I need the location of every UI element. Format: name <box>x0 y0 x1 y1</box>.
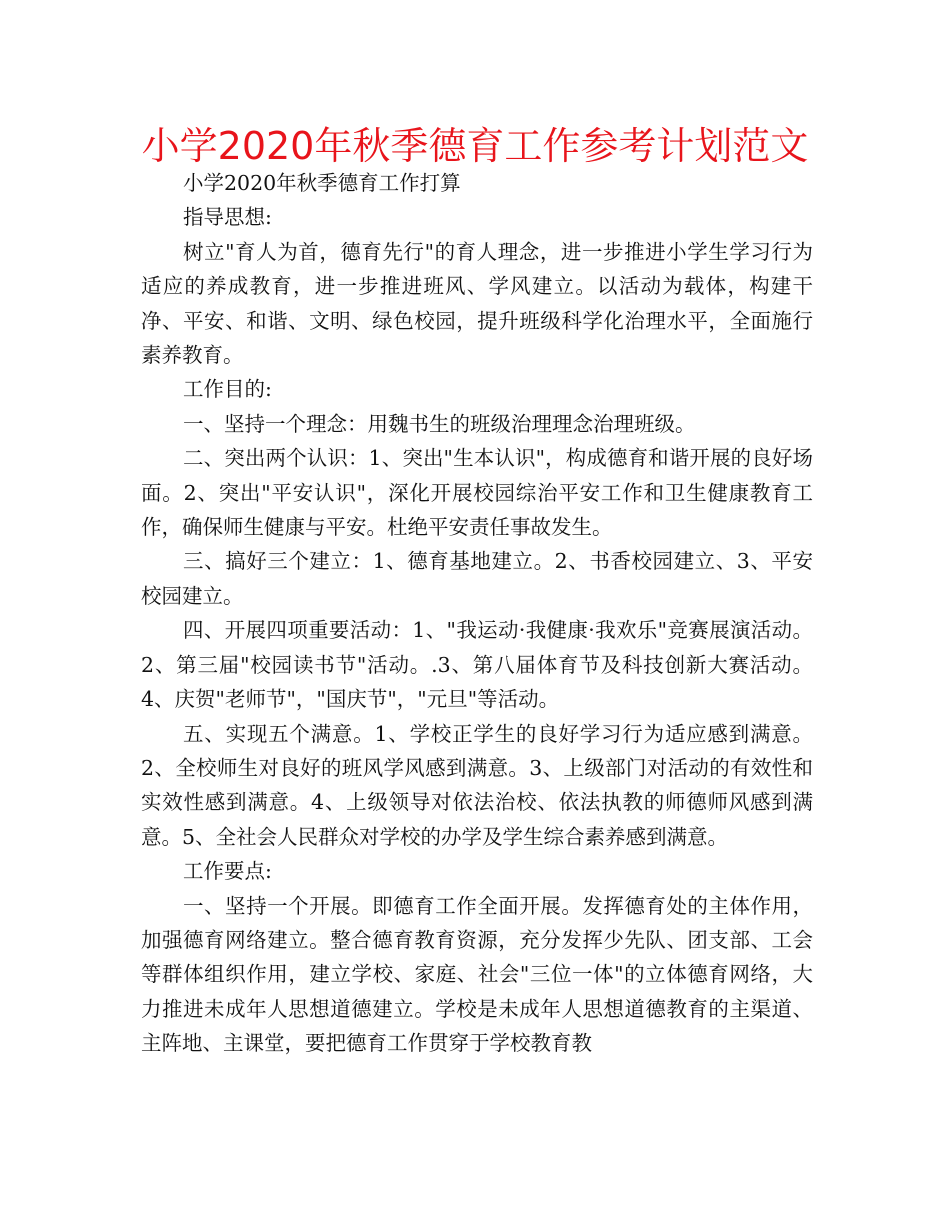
paragraph-goal-five: 五、实现五个满意。1、学校正学生的良好学习行为适应感到满意。2、全校师生对良好的班风学风感到满意。3、上级部门对活动的有效性和实效性感到满意。4、上级领导对依法治校、依法执教的师德师风感到满意。5、全社会人民群众对学校的办学及学生综合素养感到满意。 <box>141 721 813 849</box>
paragraph-goal-four: 四、开展四项重要活动：1、"我运动·我健康·我欢乐"竞赛展演活动。2、第三届"校园读书节"活动。.3、第八届体育节及科技创新大赛活动。4、庆贺"老师节"，"国庆节"，"元旦"等活动。 <box>141 618 813 712</box>
paragraph-goal-three: 三、搞好三个建立：1、德育基地建立。2、书香校园建立、3、平安校园建立。 <box>141 549 813 608</box>
heading-guiding-ideology: 指导思想: <box>183 205 272 230</box>
subtitle-paragraph: 小学2020年秋季德育工作打算 <box>183 171 461 195</box>
paragraph-goal-two: 二、突出两个认识：1、突出"生本认识"，构成德育和谐开展的良好场面。2、突出"平安认识"，深化开展校园综治平安工作和卫生健康教育工作，确保师生健康与平安。杜绝平安责任事故发生。 <box>141 446 813 540</box>
paragraph-point-one: 一、坚持一个开展。即德育工作全面开展。发挥德育处的主体作用，加强德育网络建立。整合德育教育资源，充分发挥少先队、团支部、工会等群体组织作用，建立学校、家庭、社会"三位一体"的立体德育网络，大力推进未成年人思想道德建立。学校是未成年人思想道德教育的主渠道、主阵地、主课堂，要把德育工作贯穿于学校教育教 <box>141 893 813 1056</box>
paragraph-goal-one: 一、坚持一个理念：用魏书生的班级治理理念治理班级。 <box>183 411 696 436</box>
heading-work-points: 工作要点: <box>183 859 272 884</box>
document-body <box>141 166 813 1061</box>
heading-work-goals: 工作目的: <box>183 377 272 402</box>
paragraph-guiding-ideology: 树立"育人为首，德育先行"的育人理念，进一步推进小学生学习行为适应的养成教育，进一步推进班风、学风建立。以活动为载体，构建干净、平安、和谐、文明、绿色校园，提升班级科学化治理水平，全面施行素养教育。 <box>141 239 813 368</box>
document-title: 小学2020年秋季德育工作参考计划范文 <box>141 124 809 168</box>
